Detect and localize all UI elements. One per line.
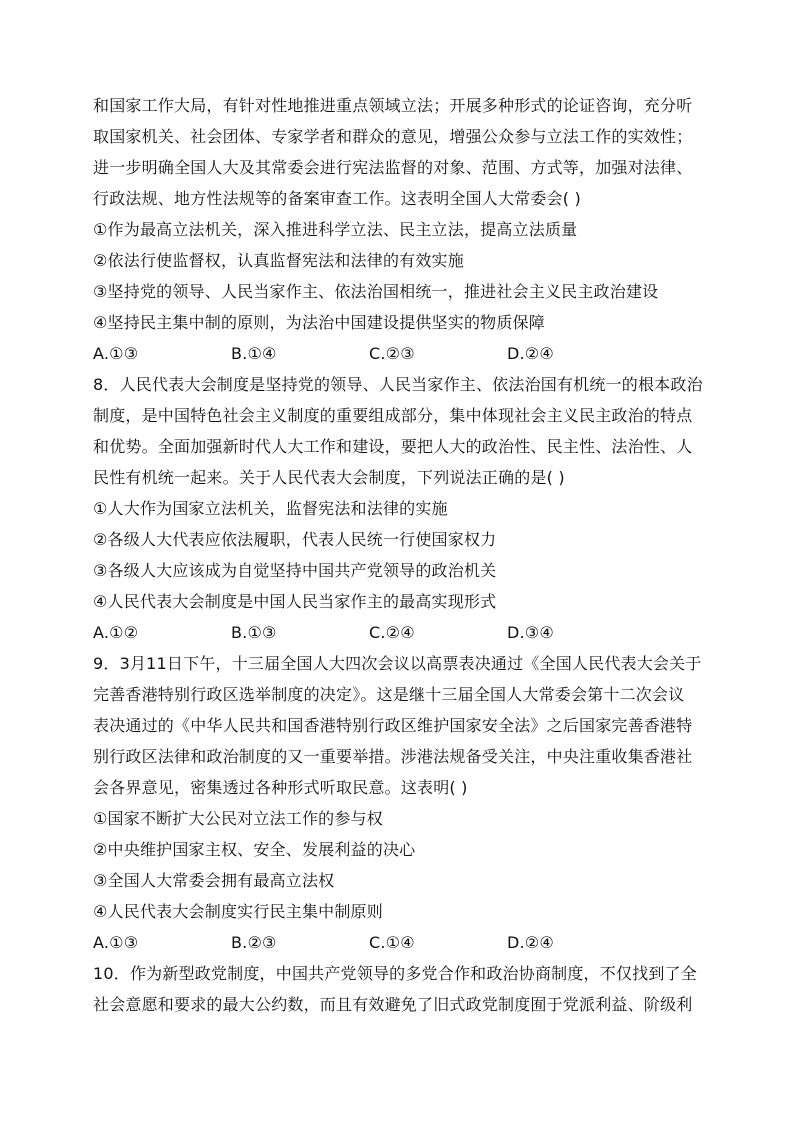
option-b: B.①④ [231, 344, 277, 363]
option-d: D.②④ [507, 933, 554, 952]
statement-item: ①人大作为国家立法机关，监督宪法和法律的实施 [93, 499, 448, 518]
statement-item: ④人民代表大会制度实行民主集中制原则 [93, 902, 383, 921]
question-stem-line: 10．作为新型政党制度，中国共产党领导的多党合作和政治协商制度，不仅找到了全 [93, 964, 697, 983]
option-d: D.②④ [507, 344, 554, 363]
question-stem-line: 和国家工作大局，有针对性地推进重点领域立法；开展多种形式的论证咨询，充分听 [93, 96, 693, 115]
question-stem-line: 会各界意见，密集透过各种形式听取民意。这表明( ) [93, 778, 468, 797]
question-stem-line: 和优势。全面加强新时代人大工作和建设，要把人大的政治性、民主性、法治性、人 [93, 437, 693, 456]
question-9 [93, 648, 703, 958]
question-stem-line: 社会意愿和要求的最大公约数，而且有效避免了旧式政党制度囿于党派利益、阶级利 [93, 995, 693, 1014]
statement-item: ②依法行使监督权，认真监督宪法和法律的有效实施 [93, 251, 464, 270]
statement-item: ②中央维护国家主权、安全、发展利益的决心 [93, 840, 416, 859]
question-stem-line: 完善香港特别行政区选举制度的决定》。这是继十三届全国人大常委会第十二次会议 [93, 685, 685, 704]
statement-item: ①国家不断扩大公民对立法工作的参与权 [93, 809, 383, 828]
statement-item: ①作为最高立法机关，深入推进科学立法、民主立法，提高立法质量 [93, 220, 578, 239]
option-a: A.①② [93, 623, 139, 642]
answer-options [93, 927, 703, 958]
option-c: C.②③ [369, 344, 415, 363]
question-stem-line: 取国家机关、社会团体、专家学者和群众的意见，增强公众参与立法工作的实效性； [93, 127, 693, 146]
option-c: C.①④ [369, 933, 415, 952]
statement-item: ③各级人大应该成为自觉坚持中国共产党领导的政治机关 [93, 561, 497, 580]
statement-item: ④人民代表大会制度是中国人民当家作主的最高实现形式 [93, 592, 497, 611]
question-8 [93, 369, 703, 648]
option-a: A.①③ [93, 933, 139, 952]
answer-options [93, 338, 703, 369]
question-stem-line: 行政法规、地方性法规等的备案审查工作。这表明全国人大常委会( ) [93, 189, 581, 208]
answer-options [93, 617, 703, 648]
option-b: B.②③ [231, 933, 277, 952]
option-c: C.②④ [369, 623, 415, 642]
question-stem-line: 民性有机统一起来。关于人民代表大会制度，下列说法正确的是( ) [93, 468, 565, 487]
question-stem-line: 别行政区法律和政治制度的又一重要举措。涉港法规备受关注，中央注重收集香港社 [93, 747, 693, 766]
question-stem-line: 制度，是中国特色社会主义制度的重要组成部分，集中体现社会主义民主政治的特点 [93, 406, 693, 425]
statement-item: ②各级人大代表应依法履职，代表人民统一行使国家权力 [93, 530, 497, 549]
statement-item: ④坚持民主集中制的原则，为法治中国建设提供坚实的物质保障 [93, 313, 545, 332]
question-stem-line: 进一步明确全国人大及其常委会进行宪法监督的对象、范围、方式等，加强对法律、 [93, 158, 693, 177]
exam-page [93, 90, 703, 1020]
question-stem-line: 8．人民代表大会制度是坚持党的领导、人民当家作主、依法治国有机统一的根本政治 [93, 375, 703, 394]
option-a: A.①③ [93, 344, 139, 363]
option-b: B.①③ [231, 623, 277, 642]
question-10 [93, 958, 703, 1020]
option-d: D.③④ [507, 623, 554, 642]
question-stem-line: 9．3月11日下午，十三届全国人大四次会议以高票表决通过《全国人民代表大会关于 [93, 654, 702, 673]
question-7 [93, 90, 703, 369]
statement-item: ③坚持党的领导、人民当家作主、依法治国相统一，推进社会主义民主政治建设 [93, 282, 659, 301]
question-stem-line: 表决通过的《中华人民共和国香港特别行政区维护国家安全法》之后国家完善香港特 [93, 716, 693, 735]
statement-item: ③全国人大常委会拥有最高立法权 [93, 871, 335, 890]
